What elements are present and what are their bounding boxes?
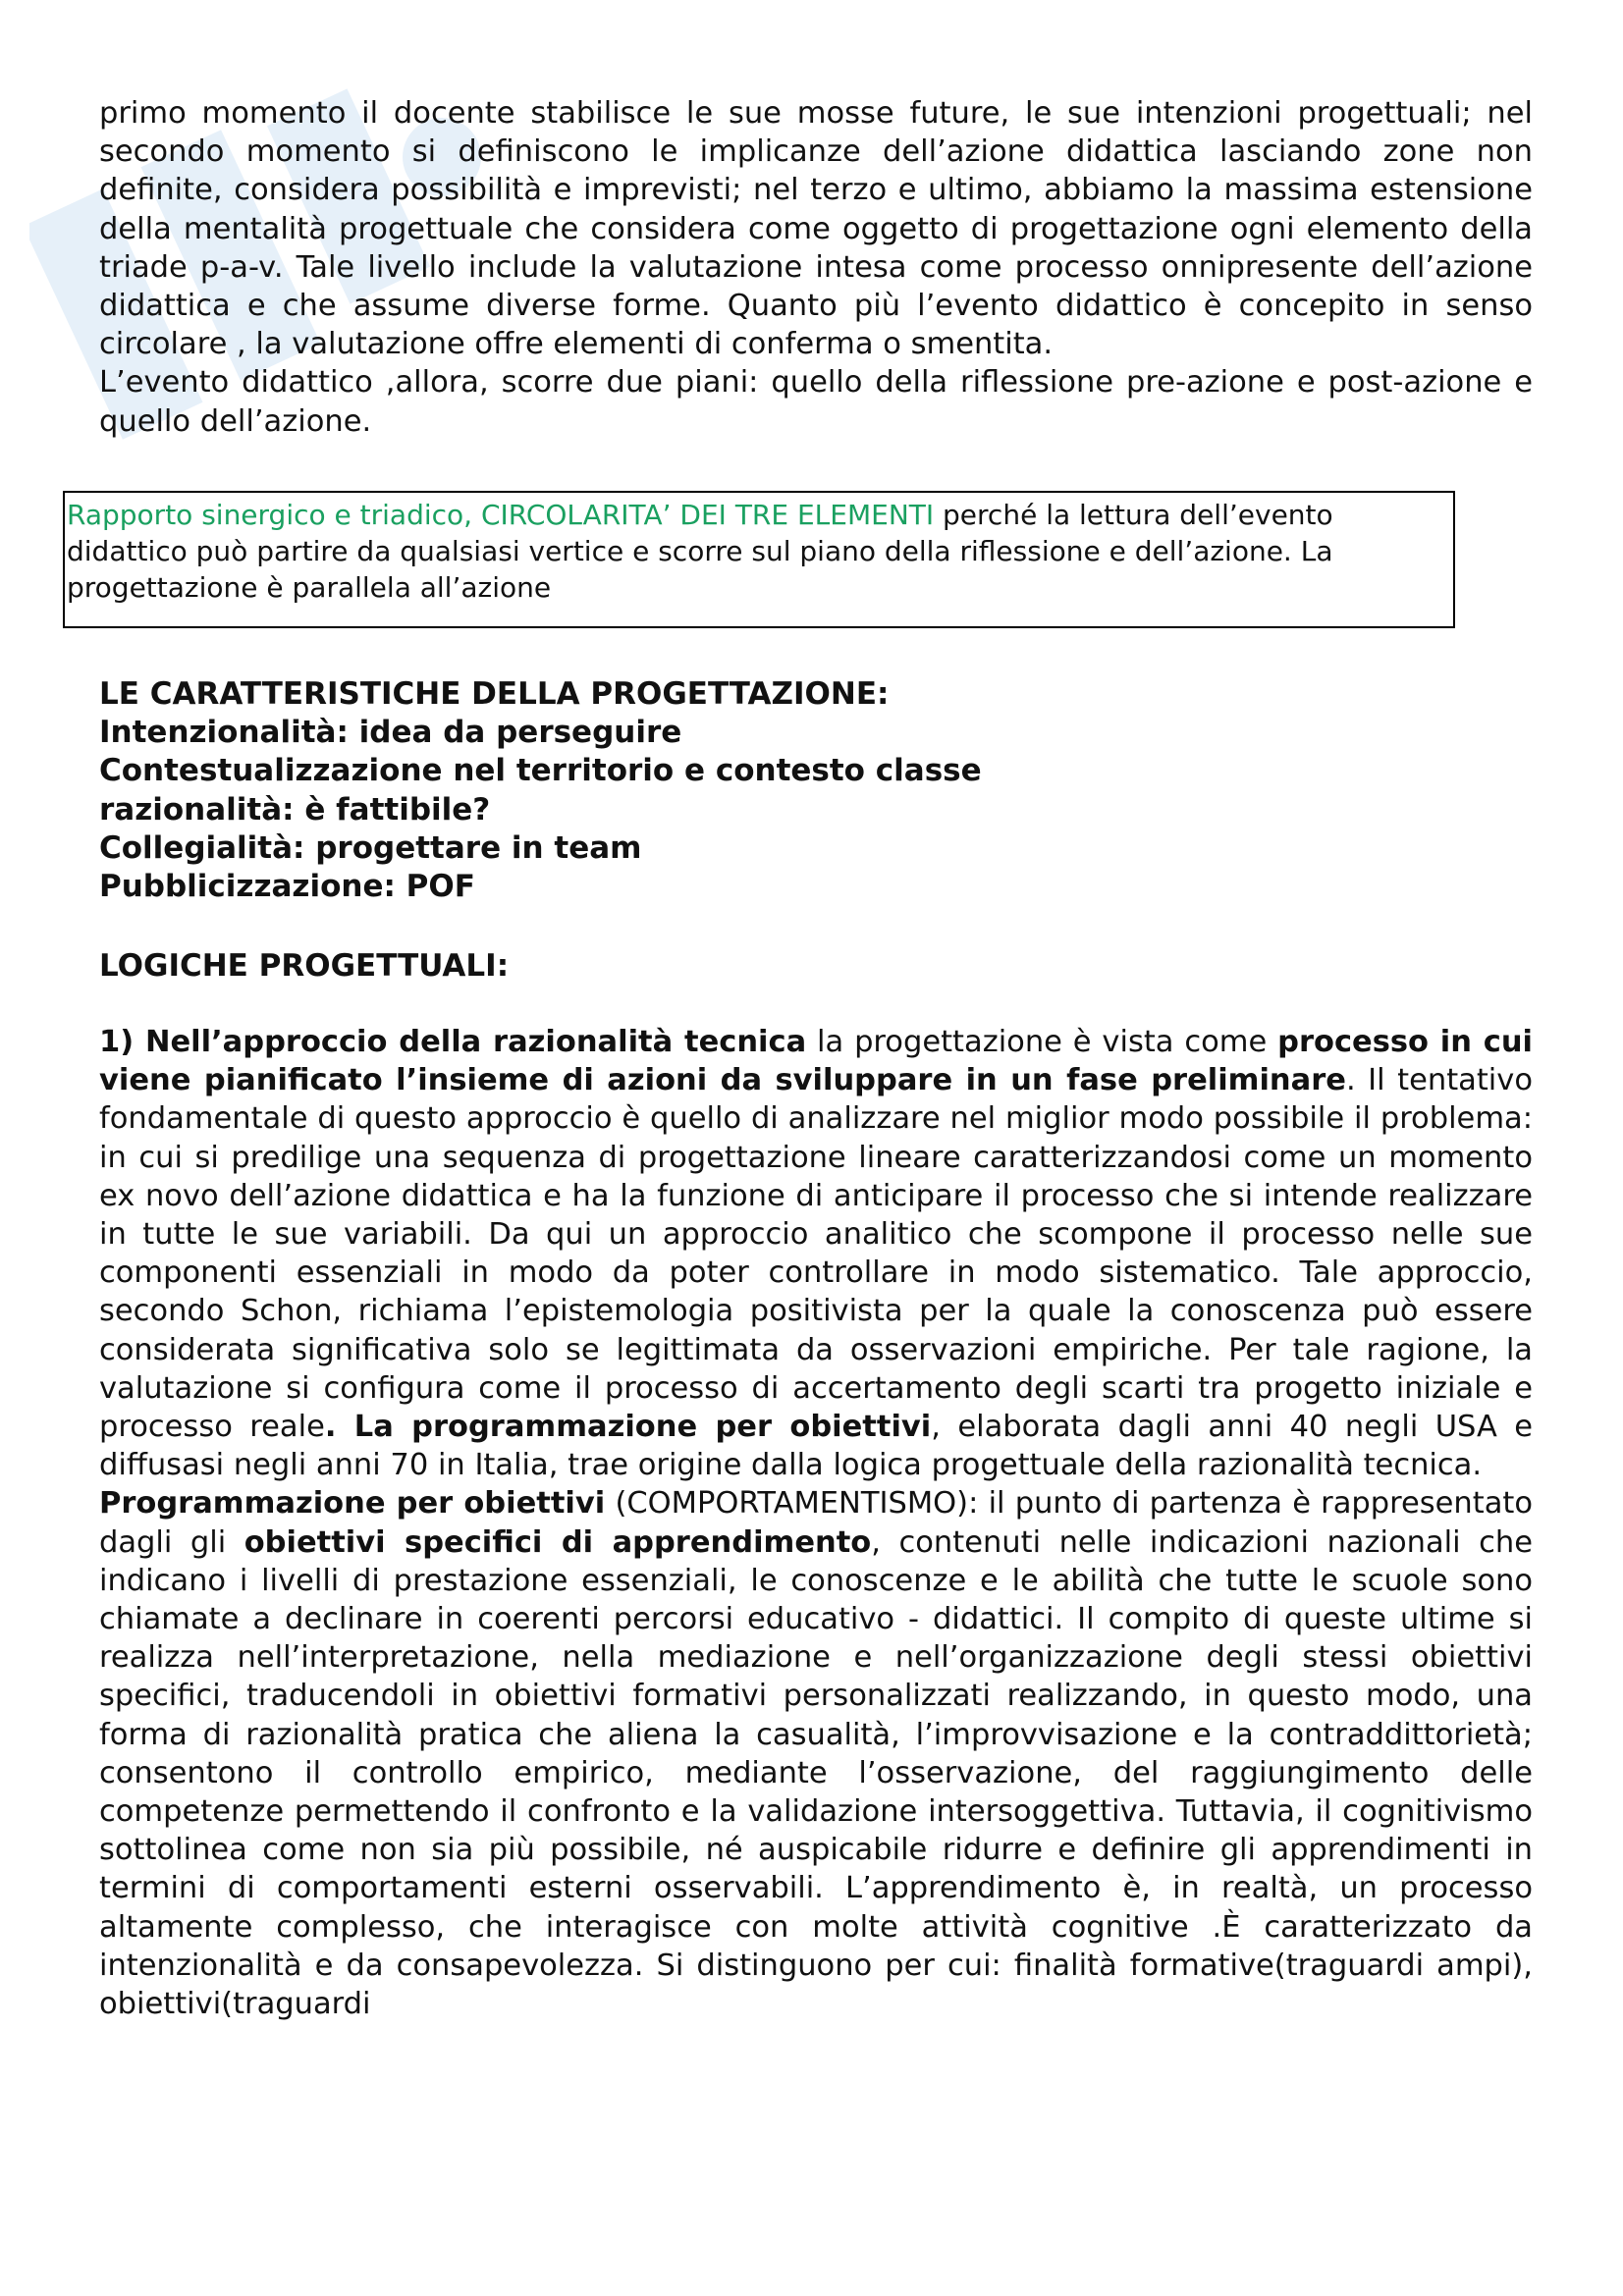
logiche-title: LOGICHE PROGETTUALI: — [99, 948, 510, 984]
characteristic-item: Collegialità: progettare in team — [99, 829, 642, 866]
bold-phrase: 1) Nell’approccio della razionalità tecnica — [99, 1025, 807, 1059]
summary-rest: perché la lettura dell’evento didattico può partire da qualsiasi vertice e scorre sul piano della riflessione e dell’azione. La progettazione è parallela all’azione — [67, 499, 1333, 604]
characteristic-item: Pubblicizzazione: POF — [99, 869, 475, 905]
bold-phrase: . La programmazione per obiettivi — [324, 1410, 932, 1445]
body-block — [99, 1023, 1533, 2023]
characteristic-item: Intenzionalità: idea da perseguire — [99, 715, 682, 751]
section-razionalita-tecnica — [99, 1023, 1533, 1484]
intro-paragraph-2: L’evento didattico ,allora, scorre due piani: quello della riflessione pre-azione e post-azione e quello dell’azione. — [99, 365, 1533, 439]
intro-paragraph-1: primo momento il docente stabilisce le sue mosse future, le sue intenzioni progettuali; nel secondo momento si definiscono le implicanze dell’azione didattica lasciando zone non definite, considera possibilità e imprevisti; nel terzo e ultimo, abbiamo la massima estensione della mentalità progettuale che considera come oggetto di progettazione ogni elemento della triade p-a-v. Tale livello include la valutazione intesa come processo onnipresente dell’azione didattica e che assume diverse forme. Quanto più l’evento didattico è concepito in senso circolare , la valutazione offre elementi di conferma o smentita. — [99, 96, 1533, 362]
section-programmazione-obiettivi — [99, 1484, 1533, 2023]
bold-phrase: obiettivi specifici di apprendimento — [243, 1524, 872, 1560]
summary-box — [63, 491, 1455, 628]
text-run: (COMPORTAMENTISMO): il punto di partenza è rappresentato dagli gli — [99, 1486, 1534, 1560]
bold-phrase: Programmazione per obiettivi — [99, 1486, 606, 1522]
text-run: , elaborata dagli anni 40 negli USA e diffusasi negli anni 70 in Italia, trae origine dalla logica progettuale della razionalità tecnica. — [99, 1410, 1534, 1483]
text-run: , contenuti nelle indicazioni nazionali che indicano i livelli di prestazione essenziali, le conoscenze e le abilità che tutte le scuole sono chiamate a declinare in coerenti percorsi educativo - didattici. Il compito di queste ultime si realizza nell’interpretazione, nella mediazione e nell’organizzazione degli stessi obiettivi specifici, traducendoli in obiettivi formativi personalizzati realizzando, in questo modo, una forma di razionalità pratica che aliena la casualità, l’improvvisazione e la contraddittorietà; consentono il controllo empirico, mediante l’osservazione, del raggiungimento delle competenze permettendo il confronto e la validazione intersoggettiva. Tuttavia, il cognitivismo sottolinea come non sia più possibile, né auspicabile ridurre e definire gli apprendimenti in termini di comportamenti esterni osservabili. L’apprendimento è, in realtà, un processo altamente complesso, che interagisce con molte attività cognitive .È caratterizzato da intenzionalità e da consapevolezza. Si distinguono per cui: finalità formative(traguardi ampi), obiettivi(traguardi — [99, 1524, 1533, 2022]
characteristic-item: razionalità: è fattibile? — [99, 791, 491, 828]
bold-phrase: processo in cui viene pianificato l’insieme di azioni da sviluppare in un fase preliminare — [99, 1025, 1533, 1098]
text-run: . Il tentativo fondamentale di questo approccio è quello di analizzare nel miglior modo possibile il problema: in cui si predilige una sequenza di progettazione lineare caratterizzandosi come un momento ex novo dell’azione didattica e ha la funzione di anticipare il processo che si intende realizzare in tutte le sue variabili. Da qui un approccio analitico che scompone il processo nelle sue componenti essenziali in modo da poter controllare in modo sistematico. Tale approccio, secondo Schon, richiama l’epistemologia positivista per la quale la conoscenza può essere considerata significativa solo se legittimata da osservazioni empiriche. Per tale ragione, la valutazione si configura come il processo di accertamento degli scarti tra progetto iniziale e processo reale — [99, 1063, 1533, 1445]
summary-box-text — [67, 497, 1453, 606]
characteristic-item: Contestualizzazione nel territorio e contesto classe — [99, 753, 982, 789]
text-run: la progettazione è vista come — [806, 1025, 1278, 1059]
characteristics-list — [99, 675, 982, 906]
intro-block — [99, 94, 1533, 441]
summary-highlight: Rapporto sinergico e triadico, CIRCOLARITA’ DEI TRE ELEMENTI — [67, 499, 935, 531]
characteristics-title: LE CARATTERISTICHE DELLA PROGETTAZIONE: — [99, 676, 890, 712]
